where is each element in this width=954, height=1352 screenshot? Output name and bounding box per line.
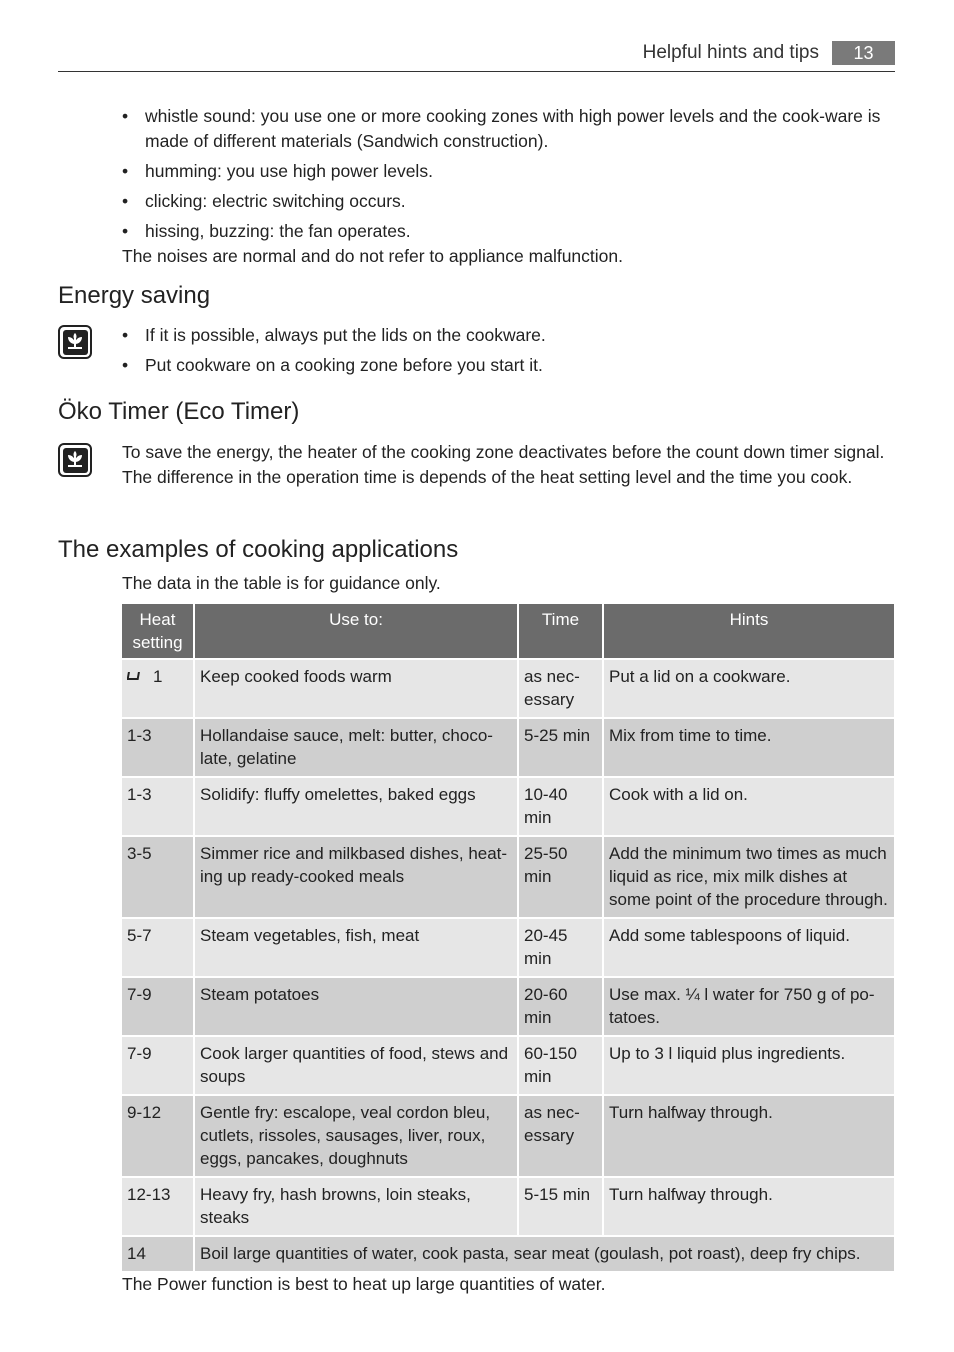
column-header: Hints: [604, 604, 894, 658]
eco-leaf-icon: [58, 325, 92, 359]
table-row: 1 Keep cooked foods warm as nec-essary Put a lid on a cookware.: [122, 660, 894, 717]
keep-warm-icon: [127, 665, 153, 688]
page-header: [58, 38, 895, 72]
table-row: 14 Boil large quantities of water, cook pasta, sear meat (goulash, pot roast), deep fry chips.: [122, 1237, 894, 1271]
table-row: 1-3 Solidify: fluffy omelettes, baked eggs 10-40 min Cook with a lid on.: [122, 778, 894, 835]
list-item: • clicking: electric switching occurs.: [122, 191, 406, 211]
table-intro: The data in the table is for guidance only.: [122, 573, 441, 593]
table-footer-note: The Power function is best to heat up large quantities of water.: [122, 1274, 606, 1294]
cooking-table: [120, 602, 896, 1273]
noise-list: [122, 104, 894, 249]
column-header: Time: [519, 604, 602, 658]
table-row: 1-3 Hollandaise sauce, melt: butter, choco-late, gelatine 5-25 min Mix from time to time.: [122, 719, 894, 776]
eco-timer-heading: Öko Timer (Eco Timer): [58, 398, 300, 425]
eco-timer-text: To save the energy, the heater of the cooking zone deactivates before the count down timer signal. The difference in the operation time is depends of the heat setting level and the time you cook.: [122, 442, 885, 487]
eco-leaf-icon: [58, 443, 92, 477]
table-row: 5-7 Steam vegetables, fish, meat 20-45 min Add some tablespoons of liquid.: [122, 919, 894, 976]
list-item: • If it is possible, always put the lids on the cookware.: [122, 325, 546, 345]
table-row: 12-13 Heavy fry, hash browns, loin steaks, steaks 5-15 min Turn halfway through.: [122, 1178, 894, 1235]
page-number: 13: [832, 41, 895, 65]
energy-saving-list: [122, 323, 894, 383]
list-item: • hissing, buzzing: the fan operates.: [122, 221, 411, 241]
column-header: Use to:: [195, 604, 517, 658]
table-header-row: [122, 604, 894, 658]
list-item: • Put cookware on a cooking zone before you start it.: [122, 355, 543, 375]
energy-saving-heading: Energy saving: [58, 282, 211, 309]
table-row: 7-9 Steam potatoes 20-60 min Use max. ¼ l water for 750 g of po-tatoes.: [122, 978, 894, 1035]
section-title: Helpful hints and tips: [642, 42, 819, 63]
column-header: Heat setting: [122, 604, 193, 658]
table-row: 7-9 Cook larger quantities of food, stews and soups 60-150 min Up to 3 l liquid plus ingredients.: [122, 1037, 894, 1094]
table-row: 9-12 Gentle fry: escalope, veal cordon bleu, cutlets, rissoles, sausages, liver, roux, eggs, pancakes, doughnuts as nec-essary Turn halfway through.: [122, 1096, 894, 1176]
noise-note: The noises are normal and do not refer to appliance malfunction.: [122, 246, 623, 266]
list-item: • humming: you use high power levels.: [122, 161, 433, 181]
list-item: • whistle sound: you use one or more cooking zones with high power levels and the cook-ware is made of different materials (Sandwich construction).: [122, 106, 881, 151]
examples-heading: The examples of cooking applications: [58, 536, 459, 563]
table-row: 3-5 Simmer rice and milkbased dishes, heat-ing up ready-cooked meals 25-50 min Add the minimum two times as much liquid as rice, mix milk dishes at some point of the procedure through.: [122, 837, 894, 917]
